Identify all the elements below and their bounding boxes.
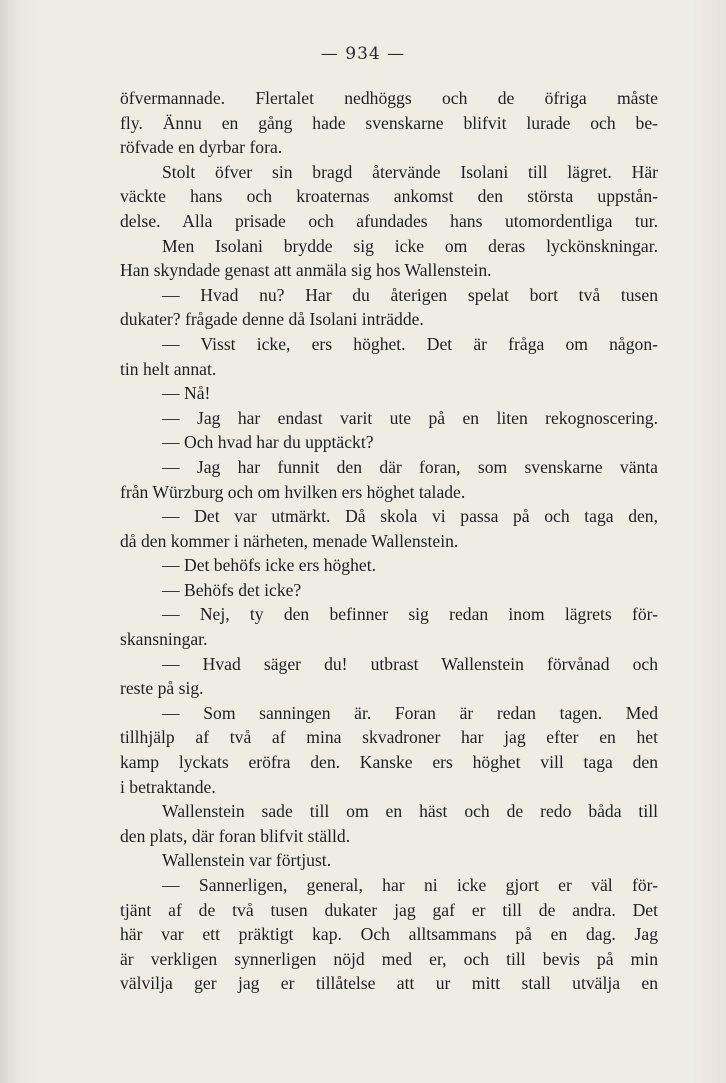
text-line: — Hvad nu? Har du återigen spelat bort två tusen bbox=[162, 284, 658, 305]
text-line: — Och hvad har du upptäckt? bbox=[162, 432, 374, 453]
text-line: — Visst icke, ers höghet. Det är fråga om någon- bbox=[162, 333, 658, 354]
text-line: Han skyndade genast att anmäla sig hos Wallenstein. bbox=[120, 260, 492, 281]
text-line: tin helt annat. bbox=[120, 358, 217, 379]
page-number: — 934 — bbox=[320, 44, 406, 64]
body-text bbox=[120, 86, 658, 996]
text-line: Wallenstein var förtjust. bbox=[162, 850, 332, 871]
text-line: från Würzburg och om hvilken ers höghet talade. bbox=[120, 481, 466, 502]
text-line: kamp lyckats eröfra den. Kanske ers höghet vill taga den bbox=[120, 752, 658, 773]
text-line: skansningar. bbox=[120, 629, 208, 650]
text-line: — Det behöfs icke ers höghet. bbox=[162, 555, 376, 576]
text-line: dukater? frågade denne då Isolani inträdde. bbox=[120, 309, 424, 330]
text-line: — Det var utmärkt. Då skola vi passa på och taga den, bbox=[162, 506, 658, 527]
text-line: den plats, där foran blifvit ställd. bbox=[120, 825, 351, 846]
text-line: väckte hans och kroaternas ankomst den största uppstån- bbox=[120, 186, 658, 207]
text-line: — Nå! bbox=[162, 383, 211, 404]
text-line: Men Isolani brydde sig icke om deras lyckönskningar. bbox=[162, 235, 658, 256]
text-line: fly. Ännu en gång hade svenskarne blifvit lurade och be- bbox=[120, 112, 658, 133]
text-line: då den kommer i närheten, menade Wallenstein. bbox=[120, 530, 459, 551]
text-line: — Sannerligen, general, har ni icke gjort er väl för- bbox=[162, 875, 658, 895]
text-line: — Som sanningen är. Foran är redan tagen. Med bbox=[162, 702, 658, 723]
text-line: här var ett präktigt kap. Och alltsammans på en dag. Jag bbox=[120, 924, 658, 945]
text-line: tillhjälp af två af mina skvadroner har jag efter en het bbox=[120, 727, 658, 748]
text-line: — Hvad säger du! utbrast Wallenstein förvånad och bbox=[162, 653, 658, 674]
text-line: är verkligen synnerligen nöjd med er, och till bevis på min bbox=[120, 948, 658, 969]
text-line: reste på sig. bbox=[120, 678, 204, 699]
text-line: — Behöfs det icke? bbox=[162, 579, 302, 600]
text-line: Stolt öfver sin bragd återvände Isolani till lägret. Här bbox=[162, 161, 658, 182]
text-line: i betraktande. bbox=[120, 776, 216, 797]
text-line: — Jag har endast varit ute på en liten rekognoscering. bbox=[162, 407, 658, 428]
text-line: öfvermannade. Flertalet nedhöggs och de öfriga måste bbox=[120, 88, 658, 108]
text-line: — Nej, ty den befinner sig redan inom lägrets för- bbox=[162, 604, 658, 625]
text-line: Wallenstein sade till om en häst och de redo båda till bbox=[162, 801, 658, 822]
text-line: delse. Alla prisade och afundades hans utomordentliga tur. bbox=[120, 210, 658, 231]
text-line: — Jag har funnit den där foran, som svenskarne vänta bbox=[162, 456, 658, 477]
text-line: tjänt af de två tusen dukater jag gaf er till de andra. Det bbox=[120, 899, 658, 920]
text-line: röfvade en dyrbar fora. bbox=[120, 137, 283, 158]
text-line: välvilja ger jag er tillåtelse att ur mitt stall utvälja en bbox=[120, 973, 658, 994]
